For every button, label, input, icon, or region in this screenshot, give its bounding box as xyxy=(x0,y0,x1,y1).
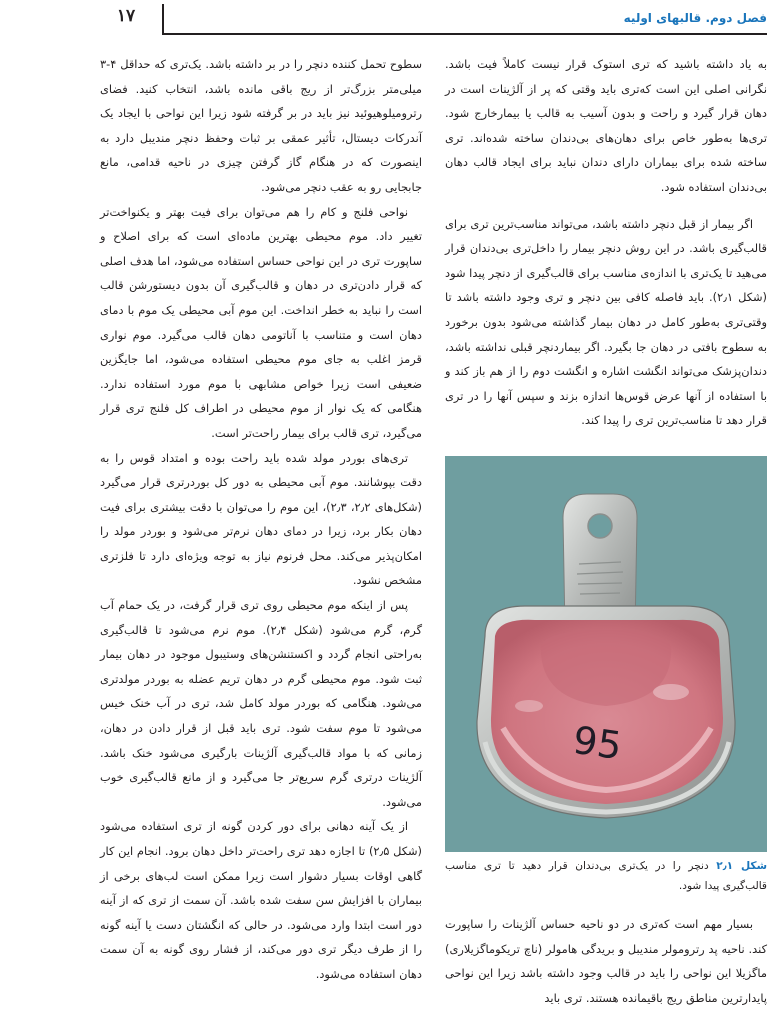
right-column-bottom-text xyxy=(445,912,767,1010)
figure-caption xyxy=(445,856,767,896)
paragraph: تری‌های بوردر مولد شده باید راحت بوده و امتداد قوس را به دقت بپوشانند. موم آبی محیطی به دور کل بوردرتری قرار می‌گیرد (شکل‌های ۲٫۲، ۲٫۳)، این موم را می‌توان با دقت بیشتری برای فیت دهان بکار برد، زیرا در دمای دهان نرم‌تر می‌شود و بوردر مولد را امکان‌پذیر می‌کند. محل فرنوم نیاز به توجه ویژه‌ای دارد تا فلزتری مشخص نشود. xyxy=(100,450,422,588)
light-reflection xyxy=(653,684,689,700)
chapter-title: فصل دوم. قالبهای اولیه xyxy=(623,11,767,25)
figure-denture-in-tray xyxy=(445,456,767,852)
paragraph: به یاد داشته باشید که تری استوک قرار نیست کاملاً فیت باشد. نگرانی اصلی این است که‌تری باید وقتی که پر از آلژینات است در دهان قرار گیرد و راحت و بدون آسیب به قالب یا بیمارخارج شود. تری‌ها به‌طور خاص برای دهان‌های بی‌دندان ساخته شده‌اند. تری ساخته شده برای بیماران دارای دندان نباید برای ایجاد قالب دهان بی‌دندان استفاده شود. xyxy=(445,57,767,194)
denture-tray-photo xyxy=(445,456,767,852)
paragraph: اگر بیمار از قبل دنچر داشته باشد، می‌تواند مناسب‌ترین تری برای قالب‌گیری باشد. در این روش دنچر بیمار را داخل‌تری بی‌دندان قرار می‌هید تا یک‌تری با اندازه‌ی مناسب برای قالب‌گیری از دنچر پیدا شود (شکل ۲٫۱). باید فاصله کافی بین دنچر و تری وجود داشته باشد تا وقتی‌تری به‌طور کامل در دهان بیمار گذاشته می‌شود بدون برخورد به سطوح بافتی در دهان جا بگیرد. اگر بیماردنچر قبلی نداشته باشد، دندان‌پزشک می‌تواند انگشت اشاره و انگشت دوم را از هم باز کند و با استفاده از آنها عرض قوس‌ها اندازه بزند و سپس آنها را در تری قرار دهد تا مناسب‌ترین تری را پیدا کند. xyxy=(445,216,767,428)
page-number: ۱۷ xyxy=(116,6,136,26)
paragraph: نواحی فلنج و کام را هم می‌توان برای فیت بهتر و یکنواخت‌تر تغییر داد. موم محیطی بهترین ماده‌ای است که برای اصلاح و ساپورت تری در این نواحی حساس استفاده می‌شود، اما هدف اصلی که قرار دادن‌تری در دهان و قالب‌گیری آن بدون دیستورشن قالب است را نباید به خطر انداخت. این موم آبی محیطی یک موم با دمای دهان است و متناسب با آناتومی دهان قالب می‌گیرد. موم نواری قرمز اغلب به جای موم محیطی استفاده می‌شود، اما جایگزین ضعیفی است زیرا خواص مشابهی با موم مورد استفاده ندارد. هنگامی که یک نوار از موم محیطی در اطراف کل فلنج تری قرار می‌گیرد، تری قالب برای بیمار راحت‌تر است. xyxy=(100,204,422,440)
paragraph: از یک آینه دهانی برای دور کردن گونه از تری استفاده می‌شود (شکل ۲٫۵) تا اجازه دهد تری راحت‌تر داخل دهان برود. انجام این کار گاهی اوقات بسیار دشوار است زیرا ممکن است لب‌های برخی از بیماران با افزایش سن سفت شده باشد. آن سمت از تری که از آینه دور است ابتدا وارد می‌شود. در حالی که انگشتان دست یا آینه گونه را از طرف دیگر تری دور می‌کند، از فشار روی گونه به آن سمت دهان استفاده می‌شود. xyxy=(100,819,422,981)
tray-number-label: 95 xyxy=(570,717,625,769)
left-column-text xyxy=(100,52,422,987)
right-column-text xyxy=(445,52,767,433)
tray-handle-hole xyxy=(588,514,612,538)
light-reflection xyxy=(515,700,543,712)
header-vertical-rule xyxy=(162,4,164,34)
caption-label: شکل ۲٫۱ xyxy=(716,860,767,872)
header-horizontal-rule xyxy=(162,33,767,35)
paragraph: بسیار مهم است که‌تری در دو ناحیه حساس آلژینات را ساپورت کند. ناحیه پد رترومولر مندیبل و بریدگی هامولر (ناچ تریکوماگزیلاری) ماگزیلا این نواحی را باید در قالب وجود داشته باشد زیرا این نواحی پایدارترین مناطق ریج باقیمانده هستند. تری باید xyxy=(445,917,767,1005)
caption-text: دنچر را در یک‌تری بی‌دندان قرار دهید تا تری مناسب قالب‌گیری پیدا شود. xyxy=(445,860,767,892)
page-header xyxy=(0,0,779,40)
paragraph: پس از اینکه موم محیطی روی تری قرار گرفت، در یک حمام آب گرم، گرم می‌شود (شکل ۲٫۴). موم نرم می‌شود تا قالب‌گیری به‌راحتی انجام گردد و اکستنشن‌های وستیبول موجود در دهان بیمار ثبت شود. موم محیطی گرم در دهان تریم عضله به بوردر مولدتری می‌شود. هنگامی که بوردر مولد کامل شد، تری در آب خنک خیس می‌شود تا موم سفت شود. تری باید قبل از قرار دادن در دهان، زمانی که با مواد قالب‌گیری آلژینات بارگیری می‌شود خنک باشد. آلژینات درتری گرم سریع‌تر جا می‌گیرد و از مانع قالب‌گیری خوب می‌شود. xyxy=(100,598,422,809)
paragraph: سطوح تحمل کننده دنچر را در بر داشته باشد. یک‌تری که حداقل ۴-۳ میلی‌متر بزرگ‌تر از ریج باقی مانده باشد، انتخاب کنید. فضای رترومیلوهیوئید نیز باید در بر گرفته شود زیرا این نواحی با ایجاد یک آندرکات دیستال، تأثیر عمقی بر ثبات وحفظ دنچر مندیبل دارد به اینصورت که در هنگام گاز گرفتن چیزی در ناحیه قدامی، مانع جابجایی رو به عقب دنچر می‌شود. xyxy=(100,57,422,194)
